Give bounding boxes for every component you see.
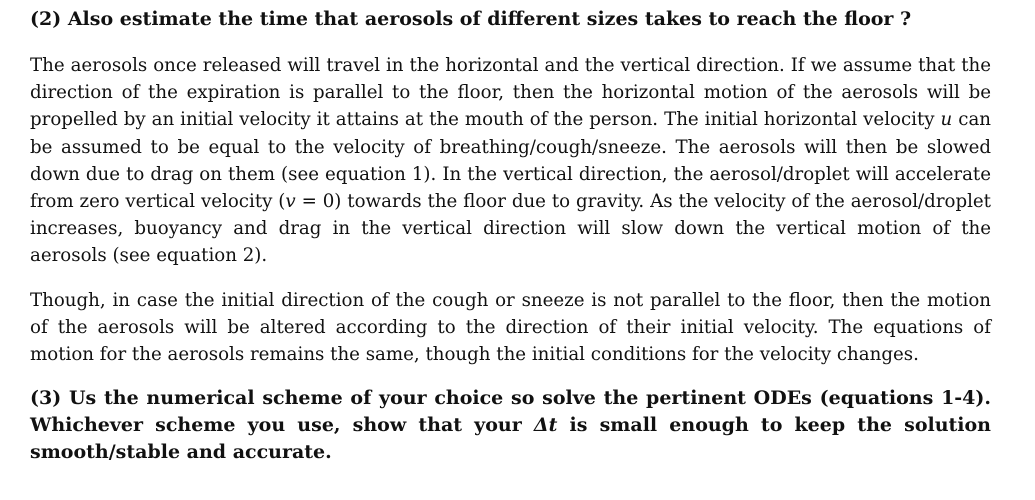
paragraph-1-part-1: The aerosols once released will travel in the horizontal and the vertical direction. If we assume that the direction of the expiration is parallel to the floor, then the horizontal motion of the aerosols will be propelled by an initial velocity it attains at the mouth of the person. The initial horizontal velocity bbox=[30, 55, 991, 131]
equals-zero: = 0 bbox=[295, 191, 335, 213]
question-2-text: (2) Also estimate the time that aerosols of different sizes takes to reach the floor ? bbox=[30, 8, 912, 30]
question-3-part-2: is small enough to keep the solution smooth/stable and accurate. bbox=[30, 414, 991, 464]
spacer bbox=[30, 270, 991, 287]
spacer bbox=[30, 33, 991, 52]
paragraph-1-part-3: ) towards the floor due to gravity. As the velocity of the aerosol/droplet increases, buoyancy and drag in the vertical direction will slow down the vertical motion of the aerosols (see equation 2). bbox=[30, 191, 991, 267]
variable-u: u bbox=[940, 109, 953, 131]
question-3-heading bbox=[30, 385, 991, 466]
paragraph-2-text: Though, in case the initial direction of the cough or sneeze is not parallel to the floor, then the motion of the aerosols will be altered according to the direction of their initial velocity. The equations of motion for the aerosols remains the same, though the initial conditions for the velocity changes. bbox=[30, 289, 991, 366]
paragraph-initial-direction bbox=[30, 287, 991, 369]
question-3-part-1: (3) Us the numerical scheme of your choice so solve the pertinent ODEs (equations 1-4). Whichever scheme you use, show that your bbox=[30, 387, 991, 437]
question-2-heading bbox=[30, 6, 991, 33]
delta-t-symbol: Δt bbox=[533, 414, 558, 437]
paragraph-aerosol-motion bbox=[30, 52, 991, 270]
variable-v: v bbox=[285, 191, 296, 213]
spacer bbox=[30, 368, 991, 385]
paragraph-1-part-2: can be assumed to be equal to the velocity of breathing/cough/sneeze. The aerosols will then be slowed down due to drag on them (see equation 1). In the vertical direction, the aerosol/droplet will accelerate from zero vertical velocity ( bbox=[30, 109, 991, 213]
